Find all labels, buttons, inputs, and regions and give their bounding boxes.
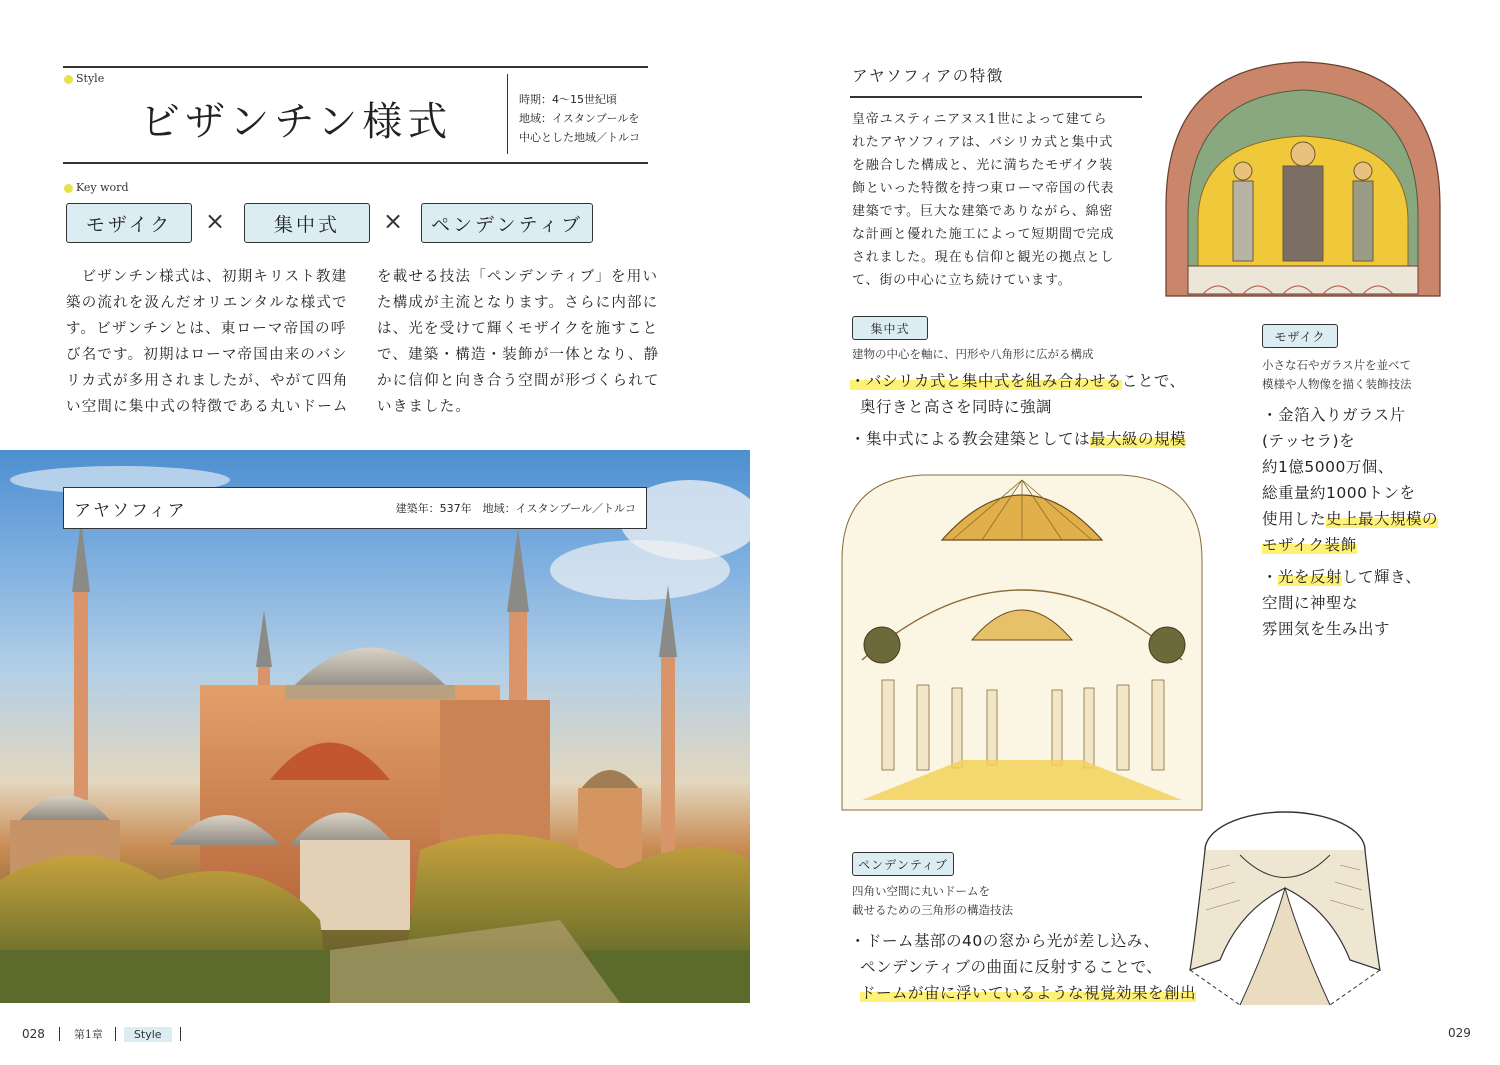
highlight-text: 光を反射 (1278, 568, 1343, 586)
mosaic-desc: 小さな石やガラス片を並べて 模様や人物像を描く装飾技法 (1262, 358, 1412, 391)
highlight-text: 史上最大規模の (1326, 510, 1439, 528)
header-top-rule (63, 66, 648, 68)
keyword-pendentive: ペンデンティブ (421, 203, 593, 243)
highlight-text: ドームが宙に浮いているような視覚効果を創出 (860, 984, 1197, 1002)
meta-period: 時期：4〜15世紀頃 (519, 93, 617, 106)
body-column-2: を載せる技法「ペンデンティブ」を用い た構成が主流となります。さらに内部に は、光を受けて輝くモザイクを施すこと で、建築・構造・装飾が一体となり、静 かに信仰と向き合う空間が形づくられて いきました。 (377, 269, 660, 415)
style-meta (519, 90, 640, 147)
pendentive-desc: 四角い空間に丸いドームを 載せるための三角形の構造技法 (852, 884, 1013, 917)
label-pendentive: ペンデンティブ (852, 852, 954, 876)
pendentive-bullets: ・ドーム基部の40の窓から光が差し込み、 ペンデンティブの曲面に反射することで、 ドームが宙に浮いているような視覚効果を創出 (850, 932, 1197, 1002)
pendentive-diagram (1180, 800, 1390, 1020)
keyword-mosaic: モザイク (66, 203, 192, 243)
yellow-dot-icon (64, 75, 73, 84)
intro-text: 皇帝ユスティニアヌス1世によって建てら れたアヤソフィアは、バシリカ式と集中式 を融合した構成と、光に満ちたモザイク装 飾といった特徴を持つ東ローマ帝国の代表 建築です。巨大な建築でありながら、綿密 な計画と優れた施工によって短期間で完成 されました。現在も信仰と観光の拠点とし て、街の中心に立ち続けています。 (852, 112, 1115, 288)
apse-mosaic-illustration (1158, 56, 1448, 306)
page-number-left: 028 (22, 1027, 45, 1041)
footer-left (22, 1026, 181, 1042)
highlight-text: モザイク装飾 (1262, 536, 1357, 554)
photo-meta: 建築年：537年 地域：イスタンブール／トルコ (395, 502, 636, 515)
times-icon: × (205, 207, 226, 235)
hagia-sophia-illustration (0, 450, 750, 1003)
meta-region-1: 地域：イスタンブールを (519, 112, 640, 125)
meta-region-2: 中心とした地域／トルコ (519, 131, 640, 144)
footer-divider (180, 1027, 181, 1041)
section-title: アヤソフィアの特徴 (852, 67, 1004, 85)
highlight-text: ・バシリカ式と集中式を組み合わせる (850, 372, 1122, 390)
keyword-tag: Key word (64, 181, 128, 194)
centralized-desc: 建物の中心を軸に、円形や八角形に広がる構成 (852, 347, 1094, 361)
hagia-sophia-photo (0, 450, 750, 1003)
yellow-dot-icon (64, 184, 73, 193)
body-column-1: ビザンチン様式は、初期キリスト教建 築の流れを汲んだオリエンタルな様式で す。ビザンチンとは、東ローマ帝国の呼 び名です。初期はローマ帝国由来のバシ リカ式が多用されましたが、やがて四角 い空間に集中式の特徴である丸いドーム (66, 269, 349, 415)
label-centralized: 集中式 (852, 316, 928, 340)
section-title-underline (850, 96, 1142, 98)
chapter-label: 第1章 (73, 1028, 103, 1041)
page-title: ビザンチン様式 (140, 99, 453, 145)
label-mosaic: モザイク (1262, 324, 1338, 348)
interior-illustration (822, 460, 1222, 820)
header-bottom-rule (63, 162, 648, 164)
header-divider (507, 74, 508, 154)
footer-divider (59, 1027, 60, 1041)
centralized-bullets: ・バシリカ式と集中式を組み合わせることで、 奥行きと高さを同時に強調 ・集中式による教会建築としては最大級の規模 (850, 372, 1187, 448)
photo-caption-box (63, 487, 647, 529)
keyword-centralized: 集中式 (244, 203, 370, 243)
chapter-style-tag: Style (124, 1027, 172, 1042)
footer-divider (115, 1027, 116, 1041)
mosaic-bullets: ・金箔入りガラス片 (テッセラ)を 約1億5000万個、 総重量約1000トンを 使用した史上最大規模の モザイク装飾 ・光を反射して輝き、 空間に神聖な 雰囲気を生み出す (1262, 406, 1439, 638)
style-tag: Style (64, 72, 104, 85)
photo-title: アヤソフィア (74, 500, 187, 521)
highlight-text: 最大級の規模 (1090, 430, 1187, 448)
times-icon: × (383, 207, 404, 235)
page-number-right: 029 (1448, 1026, 1471, 1040)
